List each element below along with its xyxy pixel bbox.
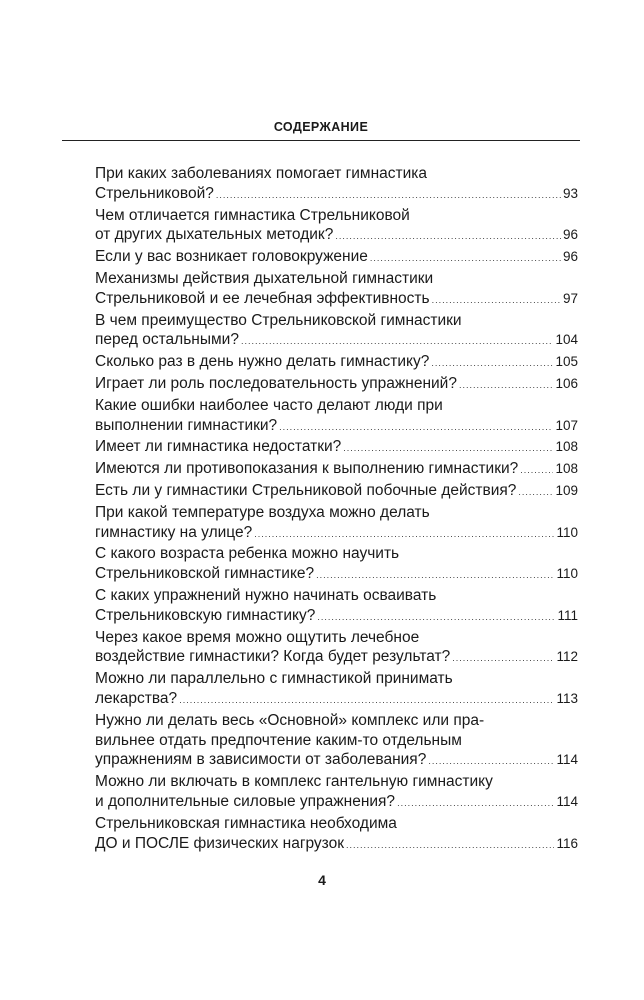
toc-page-number: 104	[555, 332, 578, 348]
toc-entry-text: При какой температуре воздуха можно делать	[95, 503, 430, 521]
contents-title: СОДЕРЖАНИЕ	[273, 120, 369, 134]
toc-entry-last-line	[95, 330, 578, 352]
toc-page-number: 111	[557, 607, 578, 623]
toc-entry-text: Через какое время можно ощутить лечебное	[95, 628, 420, 646]
toc-entry-text: Механизмы действия дыхательной гимнастики	[95, 269, 434, 287]
toc-entry[interactable]	[95, 437, 578, 459]
toc-entry[interactable]	[95, 396, 578, 438]
toc-entry-text: С каких упражнений нужно начинать осваивать	[95, 586, 437, 604]
toc-entry[interactable]	[95, 311, 578, 353]
header-rule	[62, 140, 580, 141]
toc-entry-last-line	[95, 689, 578, 711]
toc-page-number: 113	[556, 690, 578, 706]
toc-entry[interactable]	[95, 247, 578, 269]
toc-entry-text: Стрельниковскую гимнастику?	[95, 606, 316, 624]
toc-entry-text: Есть ли у гимнастики Стрельниковой побочные действия?	[95, 481, 517, 499]
toc-entry[interactable]	[95, 352, 578, 374]
toc-entry[interactable]	[95, 459, 578, 481]
toc-entry-text: Играет ли роль последовательность упражнений?	[95, 374, 457, 392]
toc-page-number: 107	[555, 417, 578, 433]
toc-entry-text: Какие ошибки наиболее часто делают люди при	[95, 396, 443, 414]
toc-entry-text: воздействие гимнастики? Когда будет результат?	[95, 648, 451, 666]
toc-page-number: 108	[555, 461, 578, 477]
dot-leader	[397, 794, 554, 814]
dot-leader	[346, 836, 554, 856]
toc-page-number: 105	[555, 354, 578, 370]
toc-entry-text: Можно ли включать в комплекс гантельную гимнастику	[95, 773, 493, 791]
toc-entry-text: перед остальными?	[95, 331, 239, 349]
toc-entry[interactable]	[95, 164, 578, 206]
toc-entry-last-line	[95, 606, 578, 628]
toc-entry-text: Стрельниковой?	[95, 184, 214, 202]
toc-entry[interactable]	[95, 711, 578, 772]
dot-leader	[343, 439, 553, 459]
toc-entry-text: Имеются ли противопоказания к выполнению гимнастики?	[95, 460, 519, 478]
toc-entry-text: Стрельниковой и ее лечебная эффективность	[95, 289, 430, 307]
toc-entry-last-line	[95, 374, 578, 396]
toc-entry[interactable]	[95, 669, 578, 711]
toc-entry-text: Стрельниковская гимнастика необходима	[95, 814, 397, 832]
toc-entry-text: вильнее отдать предпочтение каким-то отдельным	[95, 731, 462, 749]
toc-entry[interactable]	[95, 481, 578, 503]
toc-page-number: 108	[555, 439, 578, 455]
toc-entry-text: С какого возраста ребенка можно научить	[95, 545, 400, 563]
toc-entry-text: и дополнительные силовые упражнения?	[95, 792, 396, 810]
toc-entry-text: Чем отличается гимнастика Стрельниковой	[95, 206, 410, 224]
dot-leader	[459, 376, 554, 396]
toc-entry-last-line	[95, 225, 578, 247]
toc-entry-last-line	[95, 834, 578, 856]
toc-entry-last-line	[95, 184, 578, 206]
toc-page-number: 112	[556, 649, 578, 665]
toc-entry-text: Имеет ли гимнастика недостатки?	[95, 438, 342, 456]
toc-entry-text: Можно ли параллельно с гимнастикой принимать	[95, 670, 453, 688]
toc-entry-last-line	[95, 437, 578, 459]
toc-entry-text: упражнениям в зависимости от заболевания?	[95, 751, 427, 769]
dot-leader	[431, 354, 553, 374]
toc-entry-text: от других дыхательных методик?	[95, 226, 334, 244]
toc-page-number: 97	[562, 290, 578, 306]
dot-leader	[241, 332, 554, 352]
toc-entry[interactable]	[95, 814, 578, 856]
toc-entry-last-line	[95, 647, 578, 669]
dot-leader	[216, 186, 561, 206]
toc-entry-text: ДО и ПОСЛЕ физических нагрузок	[95, 834, 344, 852]
toc-entry-text: Если у вас возникает головокружение	[95, 248, 368, 266]
toc-page-number: 114	[556, 793, 578, 809]
dot-leader	[428, 752, 554, 772]
toc-entry-last-line	[95, 352, 578, 374]
toc-entry[interactable]	[95, 374, 578, 396]
toc-page-number: 114	[556, 752, 578, 768]
toc-page-number: 110	[556, 566, 578, 582]
dot-leader	[520, 461, 553, 481]
toc-entry-text: При каких заболеваниях помогает гимнастика	[95, 165, 427, 182]
toc-page-number: 96	[562, 227, 578, 243]
toc-page-number: 106	[555, 375, 578, 391]
dot-leader	[432, 291, 561, 311]
toc-entry[interactable]	[95, 628, 578, 670]
toc-entry-last-line	[95, 750, 578, 772]
toc-entry[interactable]	[95, 503, 578, 545]
toc-entry-text: В чем преимущество Стрельниковской гимнастики	[95, 311, 462, 329]
toc-entry-last-line	[95, 416, 578, 438]
toc-entry-last-line	[95, 523, 578, 545]
dot-leader	[317, 608, 555, 628]
toc-entry[interactable]	[95, 206, 578, 248]
page-header	[62, 118, 580, 136]
toc-entry-text: выполнении гимнастики?	[95, 416, 278, 434]
toc-entry-last-line	[95, 792, 578, 814]
toc-page-number: 109	[555, 482, 578, 498]
dot-leader	[335, 227, 561, 247]
toc-page-number: 110	[556, 524, 578, 540]
toc-entry-text: Нужно ли делать весь «Основной» комплекс или пра-	[95, 711, 485, 729]
dot-leader	[316, 566, 554, 586]
toc-entry[interactable]	[95, 269, 578, 311]
toc-entry-last-line	[95, 564, 578, 586]
dot-leader	[179, 691, 554, 711]
toc-entry-last-line	[95, 481, 578, 503]
toc-page-number: 96	[562, 249, 578, 265]
dot-leader	[279, 418, 553, 438]
toc-entry[interactable]	[95, 586, 578, 628]
toc-entry-last-line	[95, 289, 578, 311]
dot-leader	[370, 249, 561, 269]
toc-entry-last-line	[95, 459, 578, 481]
toc-entry-text: гимнастику на улице?	[95, 523, 253, 541]
toc-entry[interactable]	[95, 544, 578, 586]
toc-page-number: 116	[556, 835, 578, 851]
dot-leader	[518, 483, 553, 503]
dot-leader	[452, 649, 554, 669]
toc-entry-text: лекарства?	[95, 689, 178, 707]
page-number: 4	[318, 872, 326, 888]
toc-entry-text: Стрельниковской гимнастике?	[95, 565, 315, 583]
toc-entry-text: Сколько раз в день нужно делать гимнастику?	[95, 353, 430, 371]
dot-leader	[254, 525, 554, 545]
toc-page-number: 93	[562, 185, 578, 201]
table-of-contents	[95, 164, 578, 855]
toc-entry[interactable]	[95, 772, 578, 814]
toc-entry-last-line	[95, 247, 578, 269]
